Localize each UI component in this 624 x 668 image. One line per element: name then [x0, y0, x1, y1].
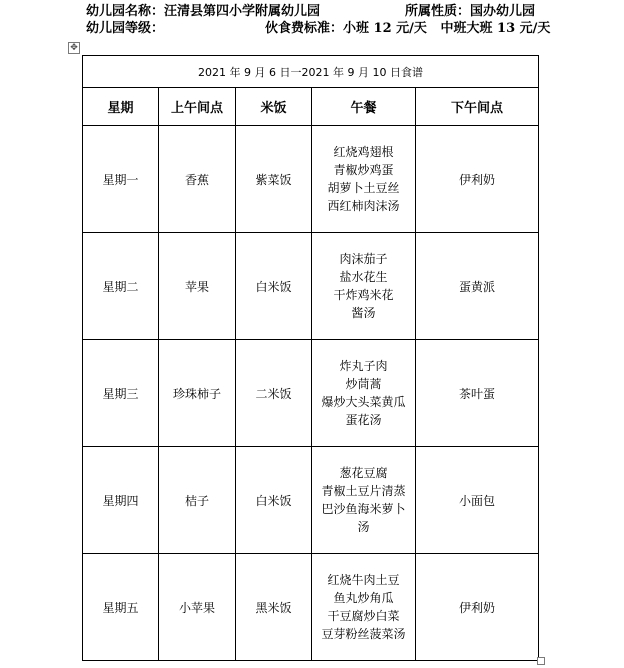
lunch-dish: 葱花豆腐 — [339, 466, 388, 480]
kindergarten-grade — [86, 21, 164, 37]
rice-cell: 黑米饭 — [236, 554, 312, 661]
morning-snack-cell: 小苹果 — [159, 554, 236, 661]
morning-snack-cell: 桔子 — [159, 447, 236, 554]
lunch-dish: 红烧牛肉土豆 — [327, 573, 400, 587]
fee-small: 小班 12 元/天 — [343, 21, 427, 36]
lunch-dish: 炒茼蒿 — [345, 377, 382, 391]
nature-value: 国办幼儿园 — [470, 4, 536, 19]
lunch-dish: 青椒炒鸡蛋 — [333, 163, 394, 177]
day-cell: 星期五 — [83, 554, 159, 661]
lunch-cell — [312, 447, 416, 554]
afternoon-snack-cell: 伊利奶 — [416, 554, 539, 661]
lunch-cell — [312, 340, 416, 447]
table-row-monday — [83, 126, 539, 233]
fee-label: 伙食费标准： — [265, 21, 344, 36]
morning-snack-cell: 苹果 — [159, 233, 236, 340]
lunch-dish: 胡萝卜土豆丝 — [327, 181, 400, 195]
afternoon-snack-cell: 茶叶蛋 — [416, 340, 539, 447]
lunch-dish: 肉沫茄子 — [339, 252, 388, 266]
lunch-dish: 鱼丸炒角瓜 — [333, 591, 394, 605]
afternoon-snack-cell: 小面包 — [416, 447, 539, 554]
day-cell: 星期二 — [83, 233, 159, 340]
day-cell: 星期三 — [83, 340, 159, 447]
day-cell: 星期一 — [83, 126, 159, 233]
fee-mid: 中班大班 13 元/天 — [440, 21, 551, 36]
menu-table — [82, 55, 539, 661]
column-header-lunch: 午餐 — [312, 88, 416, 126]
lunch-dish: 汤 — [357, 520, 370, 534]
table-row-tuesday — [83, 233, 539, 340]
rice-cell: 白米饭 — [236, 447, 312, 554]
grade-label: 幼儿园等级： — [86, 21, 165, 36]
name-value: 汪清县第四小学附属幼儿园 — [164, 4, 321, 19]
lunch-dish: 炸丸子肉 — [339, 359, 388, 373]
lunch-dish: 红烧鸡翅根 — [333, 145, 394, 159]
lunch-dish: 干炸鸡米花 — [333, 288, 394, 302]
menu-title: 2021 年 9 月 6 日一2021 年 9 月 10 日食谱 — [83, 56, 539, 88]
morning-snack-cell: 珍珠柿子 — [159, 340, 236, 447]
table-row-friday — [83, 554, 539, 661]
kindergarten-name — [86, 4, 320, 20]
lunch-cell — [312, 126, 416, 233]
rice-cell: 白米饭 — [236, 233, 312, 340]
lunch-dish: 干豆腐炒白菜 — [327, 609, 400, 623]
table-move-icon[interactable]: ✥ — [68, 42, 80, 54]
lunch-dish: 盐水花生 — [339, 270, 388, 284]
name-label: 幼儿园名称： — [86, 4, 165, 19]
table-row-wednesday — [83, 340, 539, 447]
day-cell: 星期四 — [83, 447, 159, 554]
nature-label: 所属性质： — [405, 4, 471, 19]
table-resize-handle[interactable] — [537, 657, 545, 665]
meal-fee — [265, 21, 550, 37]
column-header-row — [83, 88, 539, 126]
column-header-rice: 米饭 — [236, 88, 312, 126]
column-header-morning-snack: 上午间点 — [159, 88, 236, 126]
lunch-dish: 豆芽粉丝菠菜汤 — [321, 627, 406, 641]
lunch-dish: 爆炒大头菜黄瓜 — [321, 395, 406, 409]
lunch-dish: 青椒土豆片清蒸 — [321, 484, 406, 498]
lunch-dish: 酱汤 — [351, 306, 376, 320]
table-row-thursday — [83, 447, 539, 554]
lunch-cell — [312, 554, 416, 661]
lunch-dish: 巴沙鱼海米萝卜 — [321, 502, 406, 516]
rice-cell: 紫菜饭 — [236, 126, 312, 233]
kindergarten-nature — [405, 4, 535, 20]
afternoon-snack-cell: 伊利奶 — [416, 126, 539, 233]
rice-cell: 二米饭 — [236, 340, 312, 447]
lunch-dish: 蛋花汤 — [345, 413, 382, 427]
afternoon-snack-cell: 蛋黄派 — [416, 233, 539, 340]
morning-snack-cell: 香蕉 — [159, 126, 236, 233]
lunch-cell — [312, 233, 416, 340]
lunch-dish: 西红柿肉沫汤 — [327, 199, 400, 213]
column-header-afternoon-snack: 下午间点 — [416, 88, 539, 126]
column-header-day: 星期 — [83, 88, 159, 126]
